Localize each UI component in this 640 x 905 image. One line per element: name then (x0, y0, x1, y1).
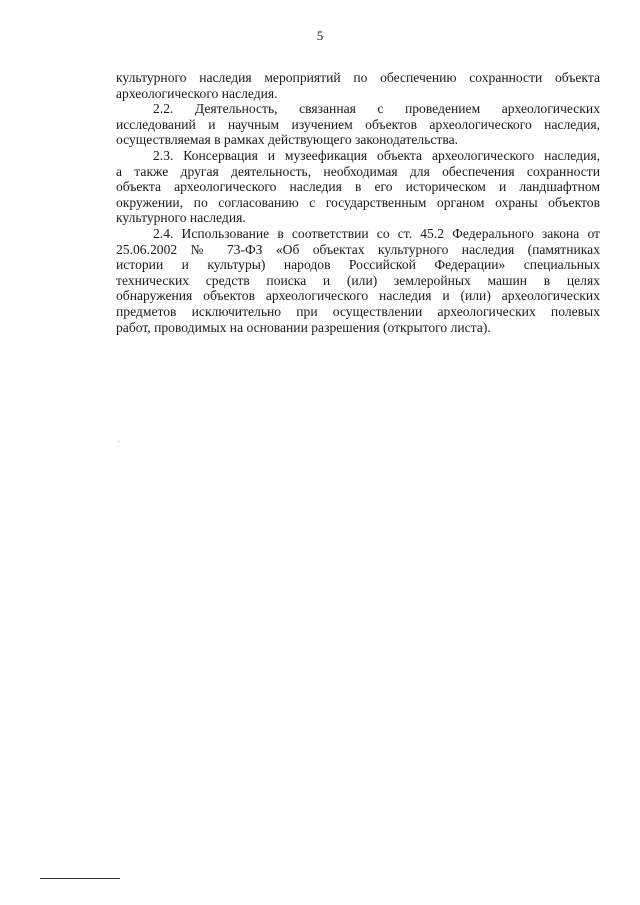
paragraph-line: 25.06.2002 № 73-ФЗ «Об объектах культурного наследия (памятниках (116, 241, 600, 257)
paragraph-line: 2.2. Деятельность, связанная с проведением археологических (153, 101, 600, 117)
paragraph-clause-2-4 (116, 226, 600, 335)
paragraph-clause-2-2 (116, 101, 600, 148)
paragraph-line: объекта археологического наследия в его историческом и ландшафтном (116, 179, 600, 195)
paragraph-line: культурного наследия. (116, 210, 246, 226)
paragraph-line: а также другая деятельность, необходимая для обеспечения сохранности (116, 163, 600, 179)
paragraph-line: технических средств поиска и (или) землеройных машин в целях (116, 272, 600, 288)
paragraph-line: археологического наследия. (116, 85, 278, 101)
paragraph-line: окружении, по согласованию с государственным органом охраны объектов (116, 194, 600, 210)
scan-speck (118, 441, 120, 442)
paragraph-line: предметов исключительно при осуществлении археологических полевых (116, 303, 600, 319)
page-number: 5 (316, 28, 324, 43)
paragraph-line: истории и культуры) народов Российской Федерации» специальных (116, 257, 600, 273)
paragraph-line: 2.3. Консервация и музеефикация объекта археологического наследия, (153, 147, 600, 163)
footnote-separator (40, 878, 120, 879)
paragraph-line: работ, проводимых на основании разрешения (открытого листа). (116, 319, 491, 335)
paragraph-line: культурного наследия мероприятий по обеспечению сохранности объекта (116, 70, 600, 85)
paragraph-line: исследований и научным изучением объектов археологического наследия, (116, 116, 600, 132)
paragraph-line: 2.4. Использование в соответствии со ст. 45.2 Федерального закона от (153, 225, 600, 241)
paragraph-line: осуществляемая в рамках действующего законодательства. (116, 132, 459, 148)
document-body (116, 70, 600, 335)
paragraph-continuation (116, 70, 600, 101)
paragraph-line: обнаружения объектов археологического наследия и (или) археологических (116, 288, 600, 304)
paragraph-clause-2-3 (116, 148, 600, 226)
